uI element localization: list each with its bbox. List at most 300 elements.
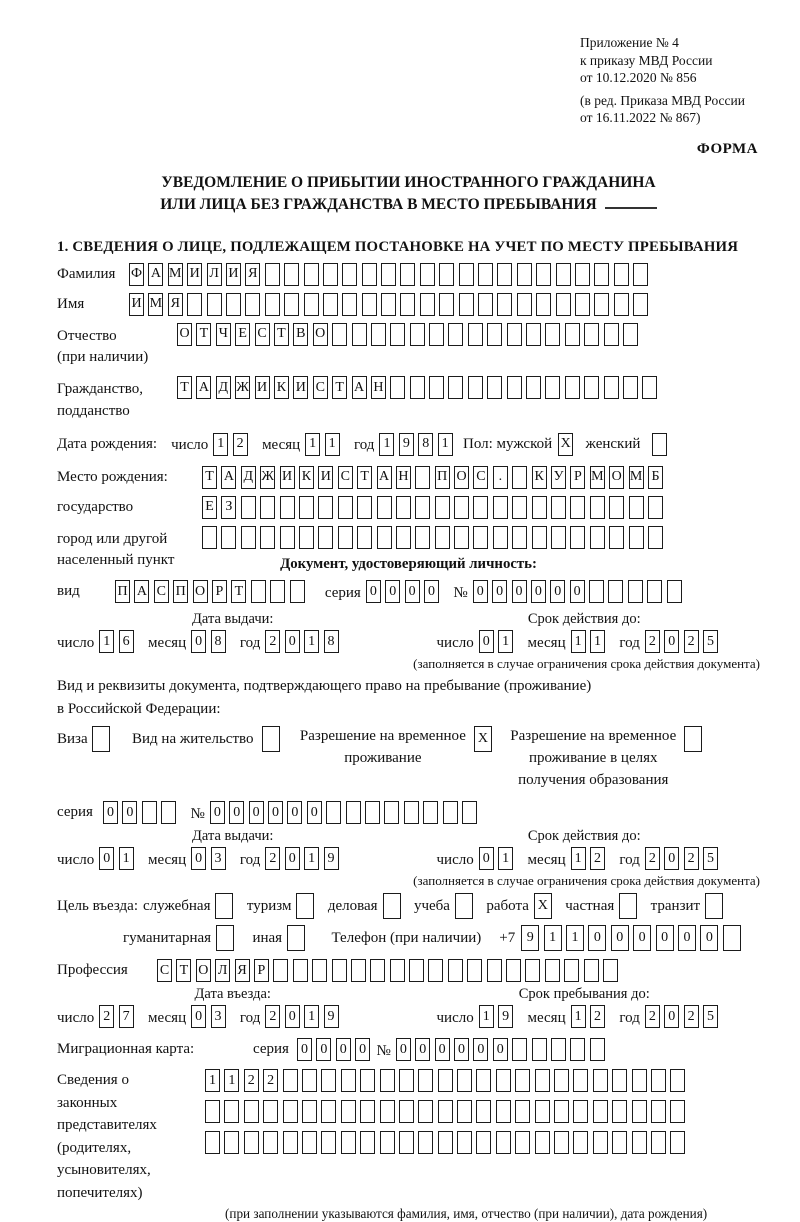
char-box[interactable]: 2 <box>265 847 280 870</box>
char-box[interactable] <box>604 376 619 399</box>
sex-male-checkbox[interactable] <box>558 433 577 456</box>
char-box[interactable] <box>341 1069 356 1092</box>
char-box[interactable]: Д <box>241 466 256 489</box>
char-box[interactable]: 1 <box>304 1005 319 1028</box>
char-box[interactable] <box>564 959 579 982</box>
char-box[interactable] <box>226 293 241 316</box>
char-box[interactable] <box>517 293 532 316</box>
char-box[interactable]: 1 <box>205 1069 220 1092</box>
char-box[interactable] <box>262 726 280 752</box>
char-box[interactable]: 0 <box>191 1005 206 1028</box>
char-box[interactable] <box>515 1100 530 1123</box>
representatives-boxes-1[interactable] <box>205 1069 690 1092</box>
char-box[interactable]: 0 <box>191 847 206 870</box>
temp-residence-checkbox[interactable] <box>474 726 496 752</box>
char-box[interactable]: А <box>352 376 367 399</box>
char-box[interactable] <box>593 1069 608 1092</box>
char-box[interactable] <box>399 1100 414 1123</box>
char-box[interactable] <box>515 1131 530 1154</box>
char-box[interactable]: 0 <box>287 801 302 824</box>
char-box[interactable]: Е <box>202 496 217 519</box>
char-box[interactable] <box>245 293 260 316</box>
char-box[interactable]: X <box>534 893 552 919</box>
char-box[interactable] <box>614 293 629 316</box>
char-box[interactable]: 1 <box>571 847 586 870</box>
char-box[interactable]: А <box>221 466 236 489</box>
char-box[interactable] <box>556 293 571 316</box>
name-boxes[interactable] <box>129 293 653 316</box>
char-box[interactable] <box>293 959 308 982</box>
char-box[interactable] <box>667 580 682 603</box>
char-box[interactable]: О <box>609 466 624 489</box>
char-box[interactable]: 1 <box>498 630 513 653</box>
patronymic-boxes[interactable] <box>177 323 642 346</box>
char-box[interactable]: 1 <box>590 630 605 653</box>
char-box[interactable]: . <box>493 466 508 489</box>
char-box[interactable] <box>216 925 234 951</box>
char-box[interactable]: 1 <box>379 433 394 456</box>
char-box[interactable] <box>260 496 275 519</box>
char-box[interactable] <box>670 1069 685 1092</box>
char-box[interactable] <box>244 1131 259 1154</box>
char-box[interactable]: 0 <box>512 580 527 603</box>
char-box[interactable]: Н <box>396 466 411 489</box>
char-box[interactable] <box>476 1069 491 1092</box>
char-box[interactable] <box>545 323 560 346</box>
char-box[interactable] <box>723 925 741 951</box>
char-box[interactable]: С <box>313 376 328 399</box>
char-box[interactable] <box>215 893 233 919</box>
char-box[interactable] <box>684 726 702 752</box>
char-box[interactable] <box>341 1100 356 1123</box>
char-box[interactable] <box>346 801 361 824</box>
char-box[interactable] <box>612 1100 627 1123</box>
char-box[interactable]: 1 <box>438 433 453 456</box>
purpose-humanitarian-checkbox[interactable] <box>216 925 238 951</box>
char-box[interactable]: 1 <box>566 925 584 951</box>
char-box[interactable] <box>623 323 638 346</box>
char-box[interactable] <box>608 580 623 603</box>
char-box[interactable] <box>418 1131 433 1154</box>
char-box[interactable] <box>652 433 667 456</box>
char-box[interactable] <box>263 1131 278 1154</box>
char-box[interactable] <box>468 323 483 346</box>
char-box[interactable]: Я <box>245 263 260 286</box>
char-box[interactable] <box>332 959 347 982</box>
char-box[interactable] <box>589 580 604 603</box>
char-box[interactable] <box>455 893 473 919</box>
residence-issue-month-boxes[interactable] <box>191 847 230 870</box>
char-box[interactable]: 1 <box>571 630 586 653</box>
char-box[interactable]: 0 <box>678 925 696 951</box>
char-box[interactable] <box>241 496 256 519</box>
char-box[interactable] <box>454 496 469 519</box>
char-box[interactable]: 2 <box>99 1005 114 1028</box>
char-box[interactable] <box>443 801 458 824</box>
char-box[interactable] <box>532 526 547 549</box>
char-box[interactable] <box>648 496 663 519</box>
char-box[interactable]: 2 <box>684 630 699 653</box>
char-box[interactable] <box>535 1131 550 1154</box>
expiry-month-boxes[interactable] <box>571 630 610 653</box>
char-box[interactable] <box>545 959 560 982</box>
char-box[interactable]: 5 <box>703 847 718 870</box>
char-box[interactable] <box>532 496 547 519</box>
char-box[interactable] <box>377 496 392 519</box>
char-box[interactable] <box>545 376 560 399</box>
purpose-transit-checkbox[interactable] <box>705 893 727 919</box>
char-box[interactable] <box>221 526 236 549</box>
char-box[interactable]: 9 <box>498 1005 513 1028</box>
char-box[interactable]: 8 <box>418 433 433 456</box>
char-box[interactable] <box>273 959 288 982</box>
char-box[interactable] <box>575 263 590 286</box>
char-box[interactable]: Р <box>254 959 269 982</box>
birth-place-boxes-2[interactable] <box>202 496 667 519</box>
char-box[interactable]: 5 <box>703 630 718 653</box>
char-box[interactable] <box>323 263 338 286</box>
issue-year-boxes[interactable] <box>265 630 343 653</box>
char-box[interactable]: 3 <box>211 1005 226 1028</box>
char-box[interactable] <box>410 323 425 346</box>
char-box[interactable] <box>370 959 385 982</box>
char-box[interactable]: 2 <box>590 1005 605 1028</box>
char-box[interactable]: О <box>454 466 469 489</box>
char-box[interactable]: М <box>168 263 183 286</box>
char-box[interactable]: 0 <box>103 801 118 824</box>
char-box[interactable]: 1 <box>224 1069 239 1092</box>
char-box[interactable] <box>642 376 657 399</box>
char-box[interactable] <box>507 376 522 399</box>
char-box[interactable] <box>570 526 585 549</box>
char-box[interactable] <box>365 801 380 824</box>
char-box[interactable] <box>614 263 629 286</box>
char-box[interactable] <box>265 263 280 286</box>
expiry-year-boxes[interactable] <box>645 630 723 653</box>
char-box[interactable]: 0 <box>285 847 300 870</box>
char-box[interactable] <box>342 263 357 286</box>
char-box[interactable] <box>457 1069 472 1092</box>
char-box[interactable] <box>554 1131 569 1154</box>
char-box[interactable]: Ч <box>216 323 231 346</box>
char-box[interactable] <box>341 1131 356 1154</box>
char-box[interactable]: 0 <box>531 580 546 603</box>
residence-expiry-day-boxes[interactable] <box>479 847 518 870</box>
birth-place-boxes-3[interactable] <box>202 526 667 549</box>
citizenship-boxes[interactable] <box>177 376 662 399</box>
char-box[interactable]: 1 <box>498 847 513 870</box>
char-box[interactable] <box>573 1069 588 1092</box>
char-box[interactable] <box>326 801 341 824</box>
char-box[interactable] <box>207 293 222 316</box>
char-box[interactable]: 0 <box>316 1038 331 1061</box>
char-box[interactable] <box>371 323 386 346</box>
char-box[interactable] <box>476 1100 491 1123</box>
char-box[interactable] <box>535 1100 550 1123</box>
residence-series-boxes[interactable] <box>103 801 181 824</box>
char-box[interactable]: О <box>196 959 211 982</box>
char-box[interactable] <box>428 959 443 982</box>
char-box[interactable] <box>390 323 405 346</box>
char-box[interactable]: Б <box>648 466 663 489</box>
char-box[interactable] <box>551 526 566 549</box>
char-box[interactable]: 0 <box>454 1038 469 1061</box>
char-box[interactable] <box>612 1131 627 1154</box>
char-box[interactable]: 0 <box>479 630 494 653</box>
char-box[interactable] <box>224 1131 239 1154</box>
char-box[interactable] <box>360 1069 375 1092</box>
char-box[interactable] <box>92 726 110 752</box>
char-box[interactable]: К <box>299 466 314 489</box>
char-box[interactable]: И <box>226 263 241 286</box>
char-box[interactable] <box>515 1069 530 1092</box>
char-box[interactable] <box>584 959 599 982</box>
char-box[interactable] <box>299 496 314 519</box>
residence-issue-year-boxes[interactable] <box>265 847 343 870</box>
char-box[interactable] <box>399 1131 414 1154</box>
surname-boxes[interactable] <box>129 263 653 286</box>
char-box[interactable] <box>415 526 430 549</box>
char-box[interactable] <box>400 293 415 316</box>
char-box[interactable] <box>497 263 512 286</box>
char-box[interactable] <box>647 580 662 603</box>
profession-boxes[interactable] <box>157 959 622 982</box>
char-box[interactable] <box>619 893 637 919</box>
char-box[interactable]: 0 <box>229 801 244 824</box>
char-box[interactable]: 0 <box>479 847 494 870</box>
residence-number-boxes[interactable] <box>210 801 481 824</box>
char-box[interactable] <box>404 801 419 824</box>
char-box[interactable] <box>260 526 275 549</box>
char-box[interactable] <box>512 466 527 489</box>
char-box[interactable] <box>478 293 493 316</box>
char-box[interactable] <box>496 1131 511 1154</box>
char-box[interactable] <box>584 323 599 346</box>
char-box[interactable] <box>251 580 266 603</box>
char-box[interactable]: 2 <box>645 1005 660 1028</box>
char-box[interactable] <box>593 1131 608 1154</box>
char-box[interactable] <box>565 323 580 346</box>
char-box[interactable]: А <box>148 263 163 286</box>
char-box[interactable] <box>604 323 619 346</box>
char-box[interactable] <box>487 323 502 346</box>
doc-kind-boxes[interactable] <box>115 580 309 603</box>
char-box[interactable] <box>290 580 305 603</box>
char-box[interactable]: Р <box>212 580 227 603</box>
char-box[interactable] <box>448 323 463 346</box>
char-box[interactable]: 0 <box>550 580 565 603</box>
char-box[interactable]: 0 <box>249 801 264 824</box>
char-box[interactable] <box>507 323 522 346</box>
char-box[interactable] <box>302 1069 317 1092</box>
char-box[interactable] <box>283 1131 298 1154</box>
char-box[interactable] <box>399 1069 414 1092</box>
char-box[interactable] <box>459 293 474 316</box>
char-box[interactable] <box>390 959 405 982</box>
issue-month-boxes[interactable] <box>191 630 230 653</box>
char-box[interactable]: И <box>255 376 270 399</box>
char-box[interactable] <box>439 263 454 286</box>
char-box[interactable]: 3 <box>211 847 226 870</box>
char-box[interactable] <box>296 893 314 919</box>
char-box[interactable]: 0 <box>191 630 206 653</box>
char-box[interactable] <box>512 526 527 549</box>
char-box[interactable]: 0 <box>435 1038 450 1061</box>
char-box[interactable]: 9 <box>324 847 339 870</box>
char-box[interactable] <box>590 496 605 519</box>
char-box[interactable] <box>526 376 541 399</box>
char-box[interactable]: 0 <box>492 580 507 603</box>
char-box[interactable] <box>263 1100 278 1123</box>
char-box[interactable] <box>575 293 590 316</box>
representatives-boxes-2[interactable] <box>205 1100 690 1123</box>
char-box[interactable]: 0 <box>268 801 283 824</box>
char-box[interactable]: 0 <box>396 1038 411 1061</box>
char-box[interactable] <box>302 1100 317 1123</box>
char-box[interactable] <box>632 1100 647 1123</box>
char-box[interactable]: И <box>280 466 295 489</box>
char-box[interactable]: 6 <box>119 630 134 653</box>
char-box[interactable]: К <box>274 376 289 399</box>
char-box[interactable]: Ж <box>260 466 275 489</box>
char-box[interactable]: А <box>196 376 211 399</box>
char-box[interactable]: 1 <box>119 847 134 870</box>
char-box[interactable] <box>318 496 333 519</box>
temp-residence-edu-checkbox[interactable] <box>684 726 706 752</box>
char-box[interactable]: 1 <box>544 925 562 951</box>
char-box[interactable]: Т <box>274 323 289 346</box>
char-box[interactable] <box>280 496 295 519</box>
char-box[interactable] <box>396 496 411 519</box>
sex-female-checkbox[interactable] <box>652 433 671 456</box>
char-box[interactable]: 0 <box>210 801 225 824</box>
char-box[interactable] <box>418 1100 433 1123</box>
char-box[interactable] <box>241 526 256 549</box>
char-box[interactable]: 1 <box>304 630 319 653</box>
char-box[interactable]: 1 <box>305 433 320 456</box>
char-box[interactable] <box>628 580 643 603</box>
char-box[interactable] <box>473 496 488 519</box>
char-box[interactable]: 8 <box>211 630 226 653</box>
char-box[interactable]: 2 <box>645 630 660 653</box>
char-box[interactable]: 1 <box>571 1005 586 1028</box>
char-box[interactable]: 1 <box>213 433 228 456</box>
char-box[interactable]: С <box>255 323 270 346</box>
char-box[interactable]: Т <box>231 580 246 603</box>
char-box[interactable]: 1 <box>99 630 114 653</box>
char-box[interactable]: 9 <box>521 925 539 951</box>
char-box[interactable] <box>705 893 723 919</box>
char-box[interactable] <box>532 1038 547 1061</box>
char-box[interactable]: Р <box>570 466 585 489</box>
char-box[interactable] <box>302 1131 317 1154</box>
char-box[interactable] <box>244 1100 259 1123</box>
char-box[interactable]: 0 <box>611 925 629 951</box>
char-box[interactable] <box>410 376 425 399</box>
char-box[interactable]: М <box>629 466 644 489</box>
char-box[interactable]: Т <box>332 376 347 399</box>
doc-series-boxes[interactable] <box>366 580 444 603</box>
char-box[interactable] <box>304 293 319 316</box>
char-box[interactable] <box>487 959 502 982</box>
char-box[interactable] <box>570 1038 585 1061</box>
char-box[interactable] <box>287 925 305 951</box>
char-box[interactable] <box>448 959 463 982</box>
char-box[interactable] <box>629 496 644 519</box>
purpose-official-checkbox[interactable] <box>215 893 237 919</box>
char-box[interactable] <box>632 1131 647 1154</box>
char-box[interactable]: 2 <box>263 1069 278 1092</box>
char-box[interactable]: 0 <box>633 925 651 951</box>
char-box[interactable] <box>362 293 377 316</box>
char-box[interactable] <box>380 1100 395 1123</box>
char-box[interactable]: 1 <box>304 847 319 870</box>
char-box[interactable] <box>423 801 438 824</box>
purpose-business-checkbox[interactable] <box>383 893 405 919</box>
char-box[interactable] <box>338 496 353 519</box>
char-box[interactable] <box>384 801 399 824</box>
char-box[interactable] <box>438 1069 453 1092</box>
char-box[interactable]: Д <box>216 376 231 399</box>
char-box[interactable] <box>205 1131 220 1154</box>
char-box[interactable] <box>670 1131 685 1154</box>
char-box[interactable]: 0 <box>297 1038 312 1061</box>
char-box[interactable]: 0 <box>570 580 585 603</box>
char-box[interactable] <box>554 1100 569 1123</box>
birth-day-boxes[interactable] <box>213 433 252 456</box>
char-box[interactable]: 2 <box>590 847 605 870</box>
char-box[interactable] <box>603 959 618 982</box>
char-box[interactable]: И <box>129 293 144 316</box>
char-box[interactable] <box>487 376 502 399</box>
issue-day-boxes[interactable] <box>99 630 138 653</box>
char-box[interactable]: 0 <box>656 925 674 951</box>
char-box[interactable]: 0 <box>664 630 679 653</box>
purpose-study-checkbox[interactable] <box>455 893 477 919</box>
char-box[interactable] <box>187 293 202 316</box>
char-box[interactable]: 2 <box>684 1005 699 1028</box>
char-box[interactable] <box>629 526 644 549</box>
expiry-day-boxes[interactable] <box>479 630 518 653</box>
char-box[interactable] <box>556 263 571 286</box>
phone-boxes[interactable] <box>521 925 745 951</box>
char-box[interactable]: 9 <box>324 1005 339 1028</box>
char-box[interactable]: К <box>532 466 547 489</box>
char-box[interactable] <box>383 893 401 919</box>
char-box[interactable] <box>338 526 353 549</box>
char-box[interactable]: 0 <box>285 1005 300 1028</box>
stay-year-boxes[interactable] <box>645 1005 723 1028</box>
char-box[interactable] <box>362 263 377 286</box>
char-box[interactable] <box>304 263 319 286</box>
char-box[interactable]: А <box>134 580 149 603</box>
char-box[interactable] <box>323 293 338 316</box>
char-box[interactable] <box>435 526 450 549</box>
char-box[interactable] <box>609 496 624 519</box>
char-box[interactable] <box>573 1100 588 1123</box>
char-box[interactable]: З <box>221 496 236 519</box>
char-box[interactable]: О <box>193 580 208 603</box>
char-box[interactable] <box>526 323 541 346</box>
char-box[interactable] <box>478 263 493 286</box>
char-box[interactable] <box>357 496 372 519</box>
char-box[interactable]: И <box>187 263 202 286</box>
char-box[interactable] <box>205 1100 220 1123</box>
char-box[interactable] <box>496 1100 511 1123</box>
char-box[interactable]: С <box>473 466 488 489</box>
char-box[interactable] <box>467 959 482 982</box>
char-box[interactable] <box>396 526 411 549</box>
